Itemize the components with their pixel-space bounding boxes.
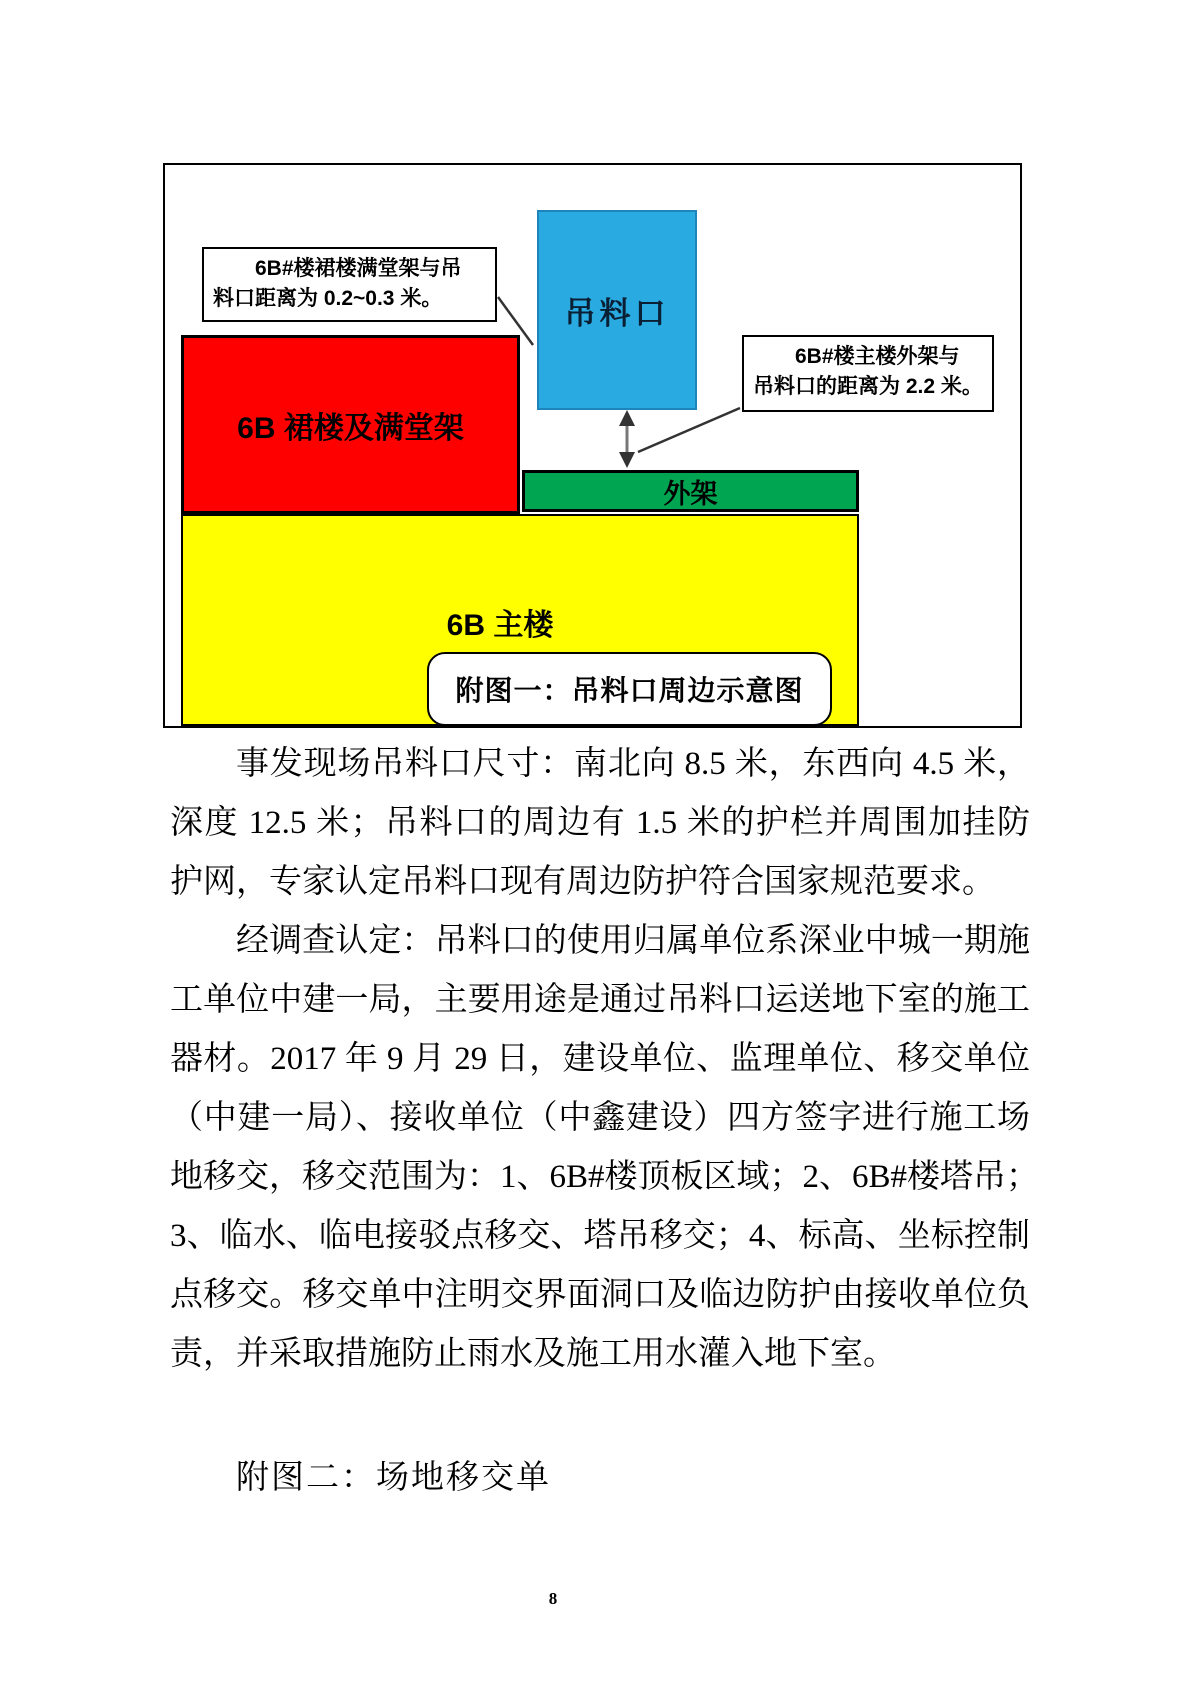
body-line: 护网，专家认定吊料口现有周边防护符合国家规范要求。 (170, 864, 995, 900)
body-line: 深度 12.5 米；吊料口的周边有 1.5 米的护栏并周围加挂防 (170, 805, 1030, 841)
figure1-caption: 附图一：吊料口周边示意图 (455, 675, 804, 706)
outer-scaffold-block (522, 470, 859, 512)
body-line: 器材。2017 年 9 月 29 日，建设单位、监理单位、移交单位 (170, 1041, 1030, 1077)
callout-skirt-line1: 6B#楼裙楼满堂架与吊 (255, 257, 462, 280)
callout-skirt-line2: 料口距离为 0.2~0.3 米。 (213, 287, 443, 310)
callout-main-line1: 6B#楼主楼外架与 (795, 345, 960, 368)
body-line: 地移交，移交范围为：1、6B#楼顶板区域；2、6B#楼塔吊； (170, 1159, 1040, 1195)
body-text (170, 735, 1040, 1384)
body-line: 3、临水、临电接驳点移交、塔吊移交；4、标高、坐标控制 (170, 1218, 1030, 1254)
body-line: 点移交。移交单中注明交界面洞口及临边防护由接收单位负 (170, 1277, 1030, 1313)
figure1-frame (163, 163, 1022, 728)
body-line: （中建一局）、接收单位（中鑫建设）四方签字进行施工场 (170, 1100, 1030, 1136)
hoist-opening-label: 吊料口 (564, 295, 670, 331)
callout-main-line2: 吊料口的距离为 2.2 米。 (753, 375, 983, 398)
body-line: 工单位中建一局，主要用途是通过吊料口运送地下室的施工 (170, 982, 1030, 1018)
outer-scaffold-label: 外架 (663, 478, 718, 509)
skirt-building-label: 6B 裙楼及满堂架 (237, 411, 464, 445)
figure2-caption: 附图二：场地移交单 (236, 1460, 551, 1496)
body-line: 责，并采取措施防止雨水及施工用水灌入地下室。 (170, 1336, 896, 1372)
skirt-building-block (181, 335, 520, 514)
body-line: 事发现场吊料口尺寸：南北向 8.5 米，东西向 4.5 米， (236, 746, 1030, 782)
hoist-opening-block (537, 210, 697, 410)
callout-main-distance (742, 335, 994, 412)
callout-skirt-distance (202, 247, 497, 322)
body-line: 经调查认定：吊料口的使用归属单位系深业中城一期施 (236, 923, 1030, 959)
figure1-caption-box (427, 652, 832, 726)
page-number: 8 (548, 1589, 558, 1608)
main-building-label: 6B 主楼 (446, 609, 554, 642)
